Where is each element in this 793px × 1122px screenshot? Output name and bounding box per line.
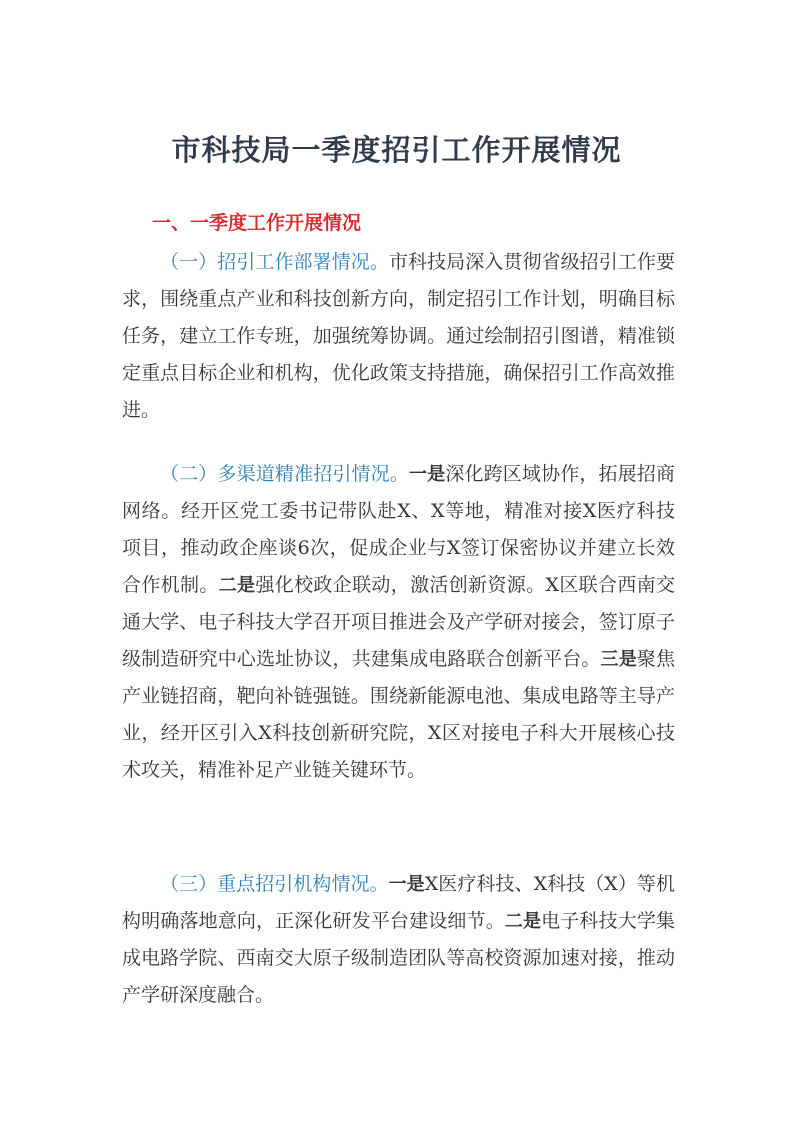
paragraph-body: 聚焦产业链招商，靶向补链强链。围绕新能源电池、集成电路等主导产业，经开区引入X科技创新研究院，X区对接电子科大开展核心技术攻关，精准补足产业链关键环节。 xyxy=(122,648,675,781)
paragraph-multichannel xyxy=(122,456,675,789)
paragraph-deployment xyxy=(122,244,675,429)
paragraph-body: 电子科技大学集成电路学院、西南交大原子级制造团队等高校资源加速对接，推动产学研深度融合。 xyxy=(122,910,675,1006)
emphasis-second: 二是 xyxy=(504,911,542,932)
emphasis-first: 一是 xyxy=(409,464,446,485)
paragraph-body: X医疗科技、X科技（X）等机构明确落地意向，正深化研发平台建设细节。 xyxy=(122,873,675,932)
section-heading-1: 一、一季度工作开展情况 xyxy=(152,212,362,234)
paragraph-lead: （一）招引工作部署情况。 xyxy=(160,251,389,273)
paragraph-text xyxy=(122,244,675,429)
paragraph-body: 市科技局深入贯彻省级招引工作要求，围绕重点产业和科技创新方向，制定招引工作计划，明确目标任务，建立工作专班，加强统筹协调。通过绘制招引图谱，精准锁定重点目标企业和机构，优化政策支持措施，确保招引工作高效推进。 xyxy=(122,251,675,421)
paragraph-lead: （二）多渠道精准招引情况。 xyxy=(160,463,409,485)
emphasis-third: 三是 xyxy=(600,649,637,670)
paragraph-text xyxy=(122,456,675,789)
emphasis-first: 一是 xyxy=(388,874,425,895)
document-title: 市科技局一季度招引工作开展情况 xyxy=(171,133,622,167)
emphasis-second: 二是 xyxy=(218,575,256,596)
paragraph-text xyxy=(122,866,675,1014)
paragraph-lead: （三）重点招引机构情况。 xyxy=(160,873,389,895)
paragraph-key-institutions xyxy=(122,866,675,1014)
paragraph-body: 强化校政企联动，激活创新资源。X区联合西南交通大学、电子科技大学召开项目推进会及产学研对接会，签订原子级制造研究中心选址协议，共建集成电路联合创新平台。 xyxy=(122,574,676,670)
paragraph-body: 深化跨区域协作，拓展招商网络。经开区党工委书记带队赴X、X等地，精准对接X医疗科技项目，推动政企座谈6次，促成企业与X签订保密协议并建立长效合作机制。 xyxy=(122,463,675,596)
